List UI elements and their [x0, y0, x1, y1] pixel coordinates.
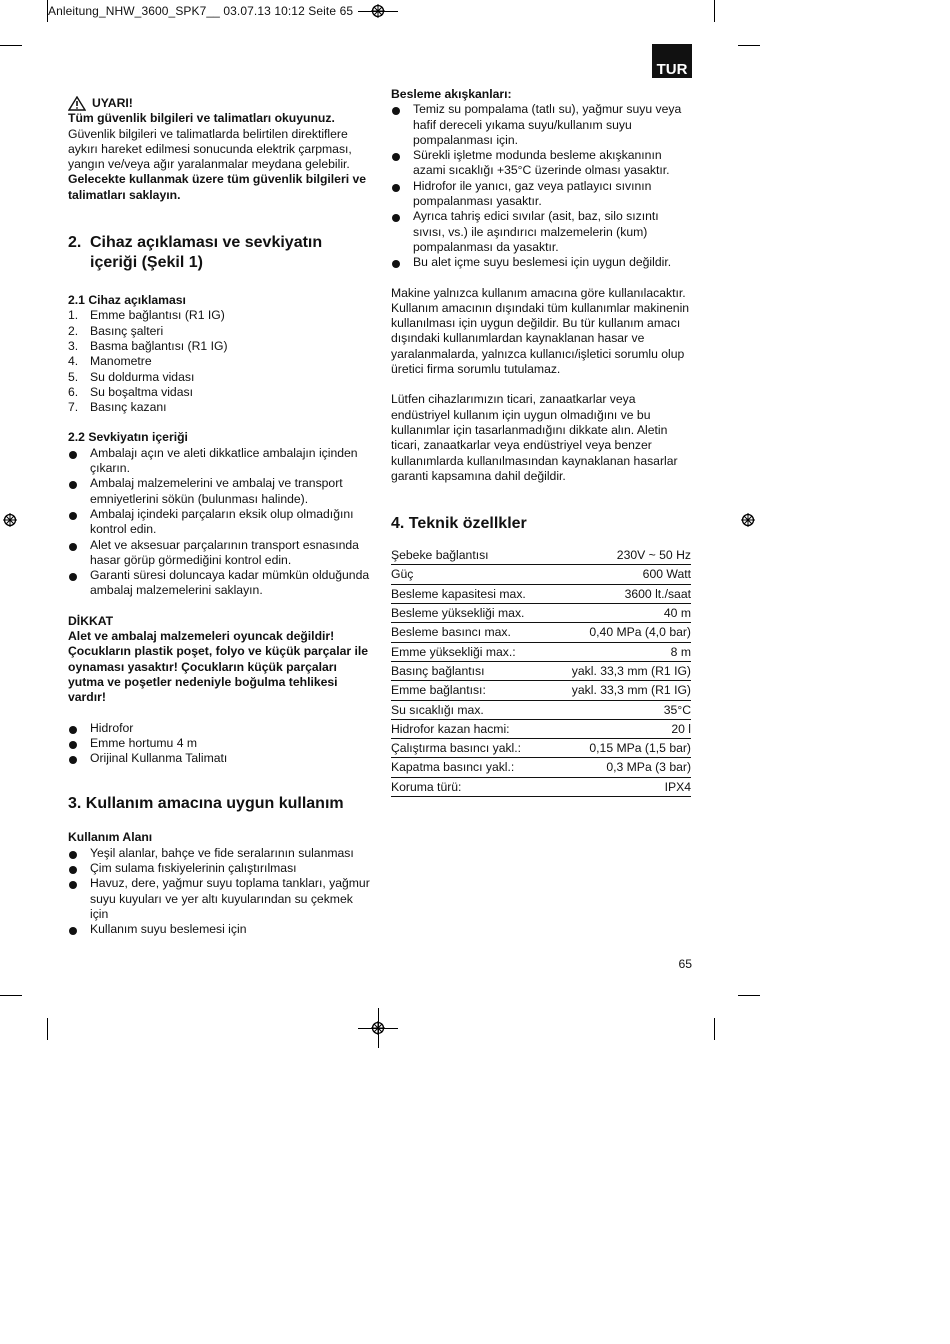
- section2-number: 2.: [68, 234, 82, 252]
- section2-heading: [68, 233, 370, 273]
- caution-title: DİKKAT: [68, 613, 114, 628]
- table-row: Besleme kapasitesi max. 3600 lt./saat: [391, 584, 691, 603]
- list-item: 7. Basınç kazanı: [68, 400, 167, 415]
- intended-use-paragraph: Makine yalnızca kullanım amacına göre kullanılacaktır. Kullanım amacının dışındaki tüm kullanımlar makinenin kullanılması için uygun değildir. Bu tür kullanım amacı dışındaki kullanımlardan kaynaklanan hasar ve yaralanmalarda, yalnızca kullanıcı/işletici sorumlu olup üretici firma sorumlu tutulamaz.: [391, 285, 690, 377]
- list-item: Çim sulama fıskiyelerinin çalıştırılması: [68, 861, 370, 876]
- list-item: Orijinal Kullanma Talimatı: [68, 751, 370, 766]
- table-row: Şebeke bağlantısı 230V ~ 50 Hz: [391, 546, 691, 565]
- list-item: Hidrofor: [68, 721, 370, 736]
- spec-table: [391, 546, 691, 797]
- commercial-use-paragraph: Lütfen cihazlarımızın ticari, zanaatkarlar veya endüstriyel kullanım için uygun olmadığını ve bu kullanımlar için tasarlanmadığını dikkate alın. Aletin ticari, zanaatkarlar veya endüstriyel veya benzer kullanımlarda kullanılmasından kaynaklanan hasarlar garanti kapsamına dahil değildir.: [391, 392, 678, 483]
- table-row: Emme yüksekliği max.: 8 m: [391, 642, 691, 661]
- section2-title: Cihaz açıklaması ve sevkiyatın içeriği (Şekil 1): [90, 234, 323, 272]
- list-item: Garanti süresi doluncaya kadar mümkün olduğunda ambalaj malzemelerini saklayın.: [68, 568, 370, 599]
- delivery-bullets: [68, 446, 370, 599]
- section2-sub1: 2.1 Cihaz açıklaması: [68, 293, 186, 308]
- list-item: Ambalaj içindeki parçaların eksik olup olmadığını kontrol edin.: [68, 507, 370, 538]
- table-row: Çalıştırma basıncı yakl.: 0,15 MPa (1,5 bar): [391, 739, 691, 758]
- table-row: Kapatma basıncı yakl.: 0,3 MPa (3 bar): [391, 758, 691, 777]
- list-item: Havuz, dere, yağmur suyu toplama tankları, yağmur suyu kuyuları ve yer altı kuyularından su çekmek için: [68, 876, 370, 922]
- list-item: Yeşil alanlar, bahçe ve fide seralarının sulanması: [68, 846, 370, 861]
- table-row: Su sıcaklığı max. 35°C: [391, 700, 691, 719]
- crop-mark: [0, 995, 22, 996]
- list-item: Kullanım suyu beslemesi için: [68, 922, 370, 937]
- list-item: Bu alet içme suyu beslemesi için uygun değildir.: [391, 255, 693, 270]
- list-item: 5. Su doldurma vidası: [68, 369, 195, 384]
- section2-sub2: 2.2 Sevkiyatın içeriği: [68, 430, 188, 445]
- list-item: Ambalajı açın ve aleti dikkatlice ambalajın içinden çıkarın.: [68, 446, 370, 477]
- device-parts-list: [68, 308, 370, 415]
- crop-mark: [0, 45, 22, 46]
- list-item: Hidrofor ile yanıcı, gaz veya patlayıcı sıvının pompalanması yasaktır.: [391, 179, 693, 210]
- list-item: Alet ve aksesuar parçalarının transport esnasında hasar görüp görmediğini kontrol edin.: [68, 538, 370, 569]
- registration-mark-icon: [3, 513, 17, 527]
- fluids-list: [391, 102, 693, 270]
- list-item: Ambalaj malzemelerini ve ambalaj ve transport emniyetlerini sökün (bulunması halinde).: [68, 476, 370, 507]
- warning-icon: [68, 96, 86, 111]
- crop-mark: [378, 1008, 379, 1048]
- table-row: Besleme basıncı max. 0,40 MPa (4,0 bar): [391, 623, 691, 642]
- usage-area-list: [68, 846, 370, 938]
- table-row: Emme bağlantısı: yakl. 33,3 mm (R1 IG): [391, 681, 691, 700]
- list-item: Temiz su pompalama (tatlı su), yağmur suyu veya hafif dereceli yıkama suyu/kullanım suyu pompalanması için.: [391, 102, 693, 148]
- list-item: Ayrıca tahriş edici sıvılar (asit, baz, silo sızıntı sıvısı, vs.) ile aşındırıcı malzemelerin (kum) pompalanması da yasaktır.: [391, 209, 693, 255]
- table-row: Besleme yüksekliği max. 40 m: [391, 604, 691, 623]
- section3-heading: 3. Kullanım amacına uygun kullanım: [68, 795, 344, 813]
- crop-mark: [738, 45, 760, 46]
- list-item: Sürekli işletme modunda besleme akışkanının azami sıcaklığı +35°C üzerinde olması yasaktır.: [391, 148, 693, 179]
- left-column: [68, 96, 370, 937]
- crop-mark: [714, 1018, 715, 1040]
- page-number: 65: [678, 957, 692, 971]
- list-item: 3. Basma bağlantısı (R1 IG): [68, 338, 228, 353]
- table-row: Basınç bağlantısı yakl. 33,3 mm (R1 IG): [391, 661, 691, 680]
- crop-mark: [714, 0, 715, 22]
- list-item: 4. Manometre: [68, 354, 152, 369]
- list-item: 2. Basınç şalteri: [68, 323, 164, 338]
- language-tag: TUR: [652, 44, 692, 78]
- caution-text: Alet ve ambalaj malzemeleri oyuncak değildir! Çocukların plastik poşet, folyo ve küçük parçalar ile oynaması yasaktır! Çocukların küçük parçaları yutma ve poşetler nedeniyle boğulma tehlikesi vardır!: [68, 629, 369, 705]
- usage-area-title: Kullanım Alanı: [68, 830, 153, 845]
- crop-mark: [358, 11, 398, 12]
- table-row: Güç 600 Watt: [391, 565, 691, 584]
- supplied-items: [68, 721, 370, 767]
- crop-mark: [738, 995, 760, 996]
- registration-mark-icon: [741, 513, 755, 527]
- file-header: Anleitung_NHW_3600_SPK7__ 03.07.13 10:12 Seite 65: [48, 4, 354, 18]
- warning-body: Güvenlik bilgileri ve talimatlarda belirtilen direktiflere aykırı hareket edilmesi sonucunda elektrik çarpması, yangın ve/veya ağır yaralanmalar meydana gelebilir.: [68, 126, 352, 172]
- table-row: Koruma türü: IPX4: [391, 777, 691, 796]
- warning-title: UYARI!: [92, 96, 133, 110]
- warning-lead: Tüm güvenlik bilgileri ve talimatları okuyunuz.: [68, 111, 335, 126]
- list-item: 6. Su boşaltma vidası: [68, 384, 193, 399]
- section4-heading: 4. Teknik özellkler: [391, 515, 527, 533]
- warning-block: [68, 96, 370, 203]
- table-row: Hidrofor kazan hacmi: 20 l: [391, 719, 691, 738]
- list-item: 1. Emme bağlantısı (R1 IG): [68, 308, 225, 323]
- list-item: Emme hortumu 4 m: [68, 736, 370, 751]
- fluids-title: Besleme akışkanları:: [391, 87, 512, 101]
- crop-mark: [47, 1018, 48, 1040]
- warning-keep: Gelecekte kullanmak üzere tüm güvenlik bilgileri ve talimatları saklayın.: [68, 172, 367, 202]
- right-column: [391, 87, 693, 797]
